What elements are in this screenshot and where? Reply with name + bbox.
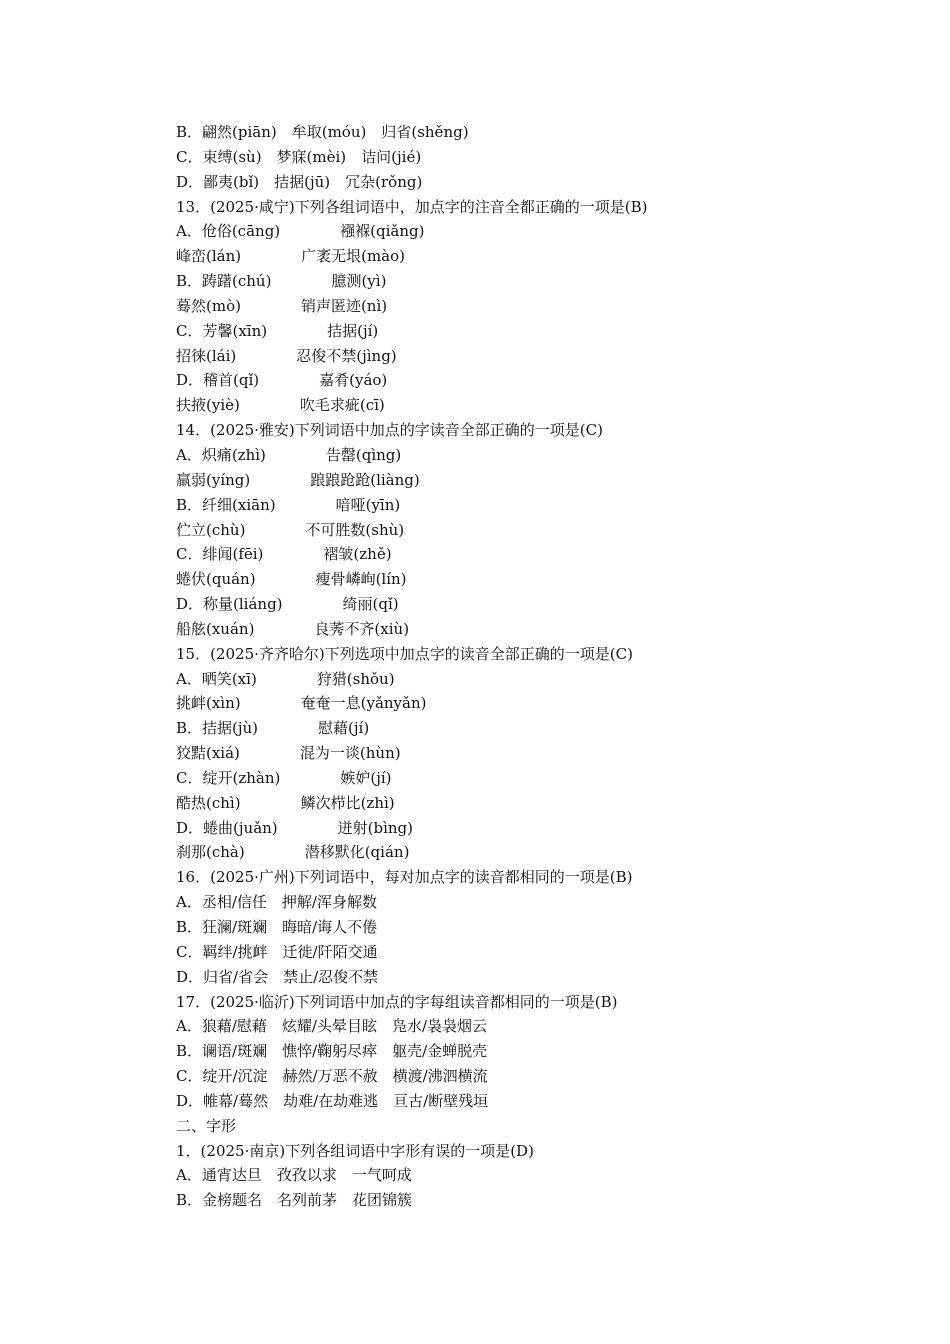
text-line: 狡黠(xiá) 混为一谈(hùn) <box>176 744 401 763</box>
text-line: D．归省/省会 禁止/忍俊不禁 <box>176 967 379 986</box>
text-line: 1．(2025·南京)下列各组词语中字形有误的一项是(D) <box>176 1141 534 1160</box>
text-line: C．束缚(sù) 梦寐(mèi) 诘问(jié) <box>176 147 422 166</box>
text-line: 酷热(chì) 鳞次栉比(zhì) <box>176 793 395 812</box>
text-line: D．称量(liáng) 绮丽(qǐ) <box>176 595 399 614</box>
text-line: A．伧俗(cāng) 襁褓(qiǎng) <box>176 222 425 241</box>
text-line: C．绽开(zhàn) 嫉妒(jí) <box>176 768 392 787</box>
text-line: C．绯闻(fēi) 褶皱(zhě) <box>176 545 392 564</box>
text-line: A．哂笑(xī) 狩猎(shǒu) <box>176 669 395 688</box>
text-line: A．丞相/信任 押解/浑身解数 <box>176 893 377 912</box>
text-line: 13．(2025·咸宁)下列各组词语中，加点字的注音全都正确的一项是(B) <box>176 197 648 216</box>
text-line: C．绽开/沉淀 赫然/万恶不赦 横渡/沸泗横流 <box>176 1067 488 1086</box>
text-line: 招徕(lái) 忍俊不禁(jìng) <box>176 346 397 365</box>
text-line: B．踌躇(chú) 臆测(yì) <box>176 272 387 291</box>
text-line: 刹那(chà) 潜移默化(qián) <box>176 843 410 862</box>
text-line: D．帷幕/蓦然 劫难/在劫难逃 亘古/断壁残垣 <box>176 1091 489 1110</box>
text-line: A．炽痛(zhì) 告罄(qìng) <box>176 445 402 464</box>
text-line: B．翩然(piān) 牟取(móu) 归省(shěng) <box>176 123 469 141</box>
text-line: 15．(2025·齐齐哈尔)下列选项中加点字的读音全部正确的一项是(C) <box>176 644 633 663</box>
text-line: D．稽首(qǐ) 嘉肴(yáo) <box>176 371 388 390</box>
text-line: 伫立(chù) 不可胜数(shù) <box>176 520 405 539</box>
text-line: 挑衅(xìn) 奄奄一息(yǎnyǎn) <box>176 694 427 713</box>
text-line: B．谰语/斑斓 憔悴/鞠躬尽瘁 躯壳/金蝉脱壳 <box>176 1042 488 1061</box>
text-line: 扶掖(yiè) 吹毛求疵(cī) <box>176 396 385 415</box>
text-line: 船舷(xuán) 良莠不齐(xiù) <box>176 619 410 638</box>
text-line: 羸弱(yíng) 踉踉跄跄(liàng) <box>176 470 420 489</box>
text-line: B．纤细(xiān) 喑哑(yīn) <box>176 495 401 514</box>
text-line: 蜷伏(quán) 瘦骨嶙峋(lín) <box>176 570 407 589</box>
text-line: B．拮据(jù) 慰藉(jí) <box>176 719 370 738</box>
text-line: 16．(2025·广州)下列词语中，每对加点字的读音都相同的一项是(B) <box>176 868 633 887</box>
text-line: A．通宵达旦 孜孜以求 一气呵成 <box>176 1166 412 1185</box>
text-line: C．羁绊/挑衅 迁徙/阡陌交通 <box>176 942 378 961</box>
text-line: C．芳馨(xīn) 拮据(jí) <box>176 321 379 340</box>
text-line: 峰峦(lán) 广袤无垠(mào) <box>176 247 406 266</box>
text-line: 14．(2025·雅安)下列词语中加点的字读音全部正确的一项是(C) <box>176 421 603 440</box>
text-line: 17．(2025·临沂)下列词语中加点的字每组读音都相同的一项是(B) <box>176 992 618 1011</box>
text-line: B．金榜题名 名列前茅 花团锦簇 <box>176 1191 413 1210</box>
document-page <box>176 120 896 1213</box>
text-line: D．鄙夷(bǐ) 拮据(jū) 冗杂(rǒng) <box>176 172 423 191</box>
text-line: B．狂澜/斑斓 晦暗/诲人不倦 <box>176 918 378 936</box>
text-line: A．狼藉/慰藉 炫耀/头晕目眩 凫水/袅袅烟云 <box>176 1017 487 1036</box>
text-line: 蓦然(mò) 销声匿迹(nì) <box>176 296 388 315</box>
text-line: D．蜷曲(juǎn) 迸射(bìng) <box>176 818 414 837</box>
text-line: 二、字形 <box>176 1116 237 1135</box>
